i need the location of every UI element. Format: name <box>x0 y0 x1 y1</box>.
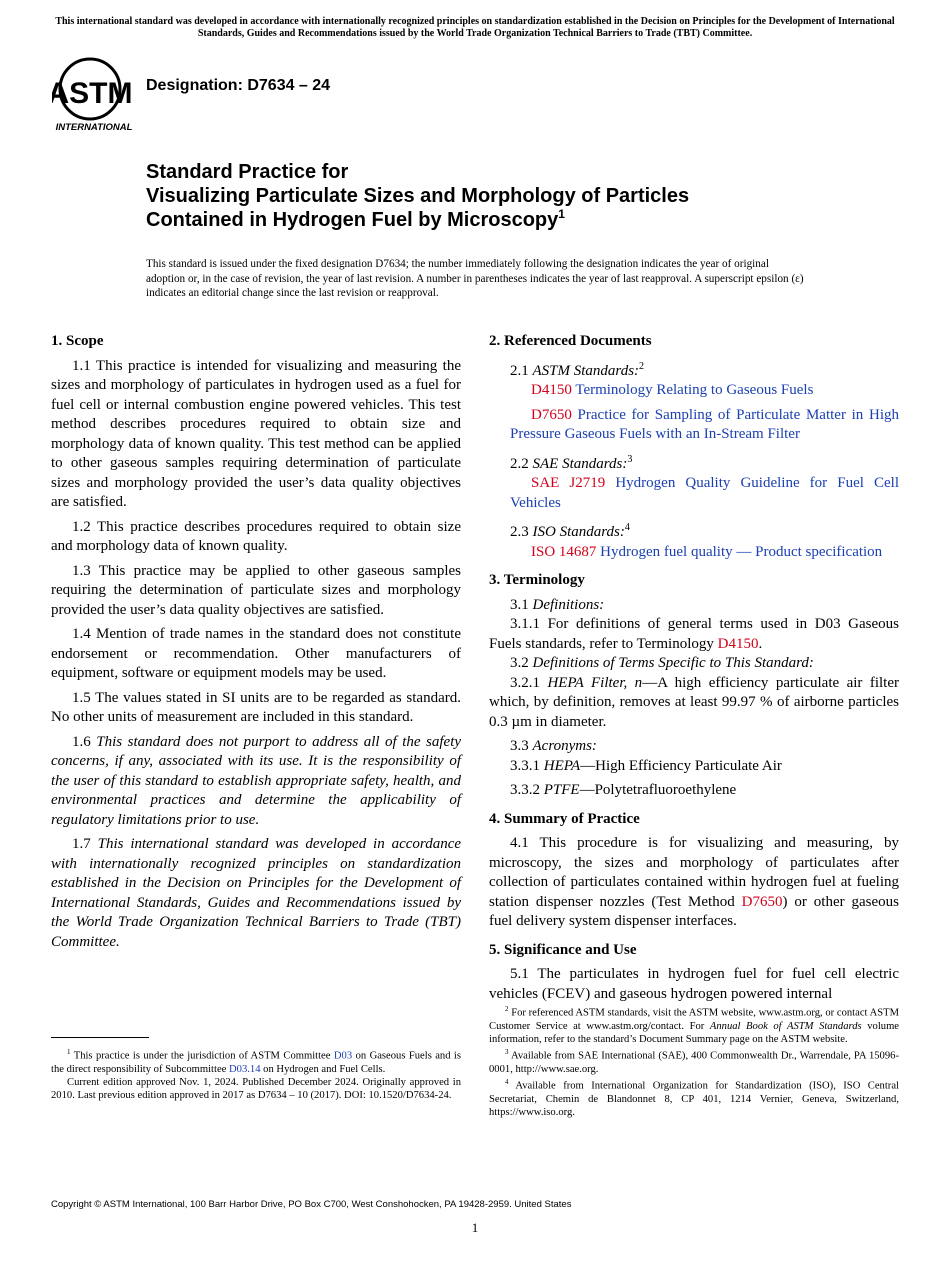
footnote-4-text: Available from International Organization for Standardization (ISO), ISO Central Secretariat, Chemin de Blandonnet 8, CP 401, 1214 Vernier, Geneva, Switzerland, https://www.iso.org. <box>489 1080 899 1119</box>
ref-d7650-code[interactable]: D7650 <box>531 406 572 423</box>
logo-subtext: INTERNATIONAL <box>55 122 133 133</box>
scope-1-6-text: This standard does not purport to address all of the safety concerns, if any, associated with its use. It is the responsibility of the user of this standard to establish appropriate safety, health, and environmental practices and determine the applicability of regulatory limitations prior to use. <box>51 733 462 828</box>
scope-1-3: 1.3 This practice may be applied to other gaseous samples requiring the determination of particulate sizes and morphology provided the user’s data quality objectives are satisfied. <box>51 562 461 618</box>
right-column <box>489 332 899 1009</box>
footnote-1-text-b: on Gaseous Fuels and is the direct responsibility of Subcommittee <box>51 1050 461 1075</box>
specific-definitions-label <box>489 654 899 674</box>
acronym-ptfe-def: —Polytetrafluoroethylene <box>579 782 737 798</box>
significance-heading: 5. Significance and Use <box>489 941 637 958</box>
definitions-num: 3.1 <box>510 596 529 613</box>
scope-1-5: 1.5 The values stated in SI units are to be regarded as standard. No other units of measurement are included in this standard. <box>51 689 461 725</box>
definition-3-1-1-end: . <box>758 635 763 652</box>
scope-1-6 <box>51 733 461 831</box>
iso-mark: 4 <box>624 522 630 533</box>
scope-1-1: 1.1 This practice is intended for visualizing and measuring the sizes and morphology of particulates in hydrogen used as a fuel for fuel cell or internal combustion engine powered vehicles. This test method describes procedures required to obtain size and morphology data of known quality. This test method can be applied to other gaseous samples requiring determination of particulate sizes and morphology provided the user’s data quality objectives are satisfied. <box>51 357 461 510</box>
summary-4-1-text-a: 4.1 This procedure is for visualizing and measuring, by microscopy, the sizes and morphology of particulates after collection of particulates contained within hydrogen fuel at fueling station dispenser nozzles (Test Method <box>489 835 899 910</box>
definition-3-1-1-text: 3.1.1 For definitions of general terms used in D03 Gaseous Fuels standards, refer to Terminology <box>489 616 899 652</box>
link-d4150[interactable]: D4150 <box>717 635 759 652</box>
scope-1-7-num: 1.7 <box>72 836 91 852</box>
hepa-filter-num: 3.2.1 <box>510 674 540 691</box>
acronym-ptfe <box>489 781 899 801</box>
astm-label: ASTM Standards: <box>532 362 640 379</box>
sae-num: 2.2 <box>510 455 529 472</box>
ref-iso-code[interactable]: ISO 14687 <box>531 543 597 560</box>
referenced-heading: 2. Referenced Documents <box>489 333 652 349</box>
iso-num: 2.3 <box>510 524 529 540</box>
footnote-2 <box>489 1003 899 1046</box>
scope-1-2: 1.2 This practice describes procedures required to obtain size and morphology data of known quality. <box>51 518 461 554</box>
top-notice: This international standard was developed in accordance with internationally recognized principles on standardization established in the Decision on Principles for the Development of International Standards, Guides and Recommendations issued by the World Trade Organization Technical Barriers to Trade (TBT) Committee. <box>55 16 895 39</box>
ref-sae-j2719[interactable] <box>489 474 899 513</box>
scope-heading: 1. Scope <box>51 333 104 349</box>
link-d03-14[interactable]: D03.14 <box>229 1063 261 1075</box>
acronyms-label <box>489 737 899 757</box>
footnote-1-text-c: on Hydrogen and Fuel Cells. <box>263 1063 386 1075</box>
scope-1-7 <box>51 835 461 952</box>
acronyms-label-text: Acronyms: <box>532 738 597 754</box>
scope-1-6-num: 1.6 <box>72 733 91 750</box>
acronym-ptfe-term: PTFE <box>543 782 580 798</box>
footnote-1-text-a: This practice is under the jurisdiction of ASTM Committee <box>73 1050 331 1062</box>
scope-1-4: 1.4 Mention of trade names in the standard does not constitute endorsement or recommendation. Other manufacturers of equipment, software or equipment models may be used. <box>51 626 461 681</box>
ref-d4150-title[interactable]: Terminology Relating to Gaseous Fuels <box>575 382 814 398</box>
acronym-ptfe-num: 3.3.2 <box>510 782 540 798</box>
title-line-3 <box>146 208 846 232</box>
designation: Designation: D7634 – 24 <box>146 77 331 94</box>
logo-text: ASTM <box>52 77 133 110</box>
definitions-label-text: Definitions: <box>532 596 605 613</box>
astm-num: 2.1 <box>510 362 529 379</box>
link-d7650[interactable]: D7650 <box>741 893 783 910</box>
astm-standards-label <box>489 357 899 382</box>
footnote-3-mark: 3 <box>505 1048 509 1057</box>
link-d03[interactable]: D03 <box>333 1050 353 1062</box>
ref-d7650-title[interactable]: Practice for Sampling of Particulate Matter in High Pressure Gaseous Fuels with an In-Stream Filter <box>510 406 899 442</box>
ref-d7650[interactable] <box>489 406 899 445</box>
ref-sae-title[interactable]: Hydrogen Quality Guideline for Fuel Cell Vehicles <box>510 475 899 511</box>
definitions-label <box>489 596 899 616</box>
definition-3-1-1 <box>489 615 899 654</box>
footnote-3 <box>489 1046 899 1076</box>
footnote-2-italic: Annual Book of ASTM Standards <box>709 1020 862 1032</box>
sae-standards-label <box>489 450 899 475</box>
footnote-4-mark: 4 <box>505 1078 509 1087</box>
footnote-2-mark: 2 <box>505 1005 509 1013</box>
specific-num: 3.2 <box>510 655 529 671</box>
footnote-1-mark: 1 <box>67 1048 71 1056</box>
ref-d4150-code[interactable]: D4150 <box>531 382 572 398</box>
summary-4-1-text-b: ) or other gaseous fuel delivery system dispenser interfaces. <box>489 893 899 929</box>
ref-d4150[interactable] <box>489 381 899 401</box>
footnote-2-text-a: For referenced ASTM standards, visit the ASTM website, www.astm.org, or contact ASTM Customer Service at www.astm.org/contact. For <box>489 1007 900 1032</box>
terminology-heading: 3. Terminology <box>489 572 585 588</box>
astm-logo <box>52 55 136 133</box>
significance-5-1: 5.1 The particulates in hydrogen fuel for fuel cell electric vehicles (FCEV) and gaseous hydrogen powered internal <box>489 966 899 1002</box>
footnote-1-edition: Current edition approved Nov. 1, 2024. Published December 2024. Originally approved in 2010. Last previous edition approved in 2017 as D7634 – 10 (2017). DOI: 10.1520/D7634-24. <box>51 1076 461 1102</box>
footnote-4 <box>489 1076 899 1119</box>
copyright: Copyright © ASTM International, 100 Barr Harbor Drive, PO Box C700, West Conshohocken, PA 19428-2959. United States <box>51 1199 572 1210</box>
document-title <box>146 160 846 232</box>
ref-iso-title[interactable]: Hydrogen fuel quality — Product specification <box>600 543 883 560</box>
right-footnotes <box>489 1003 899 1119</box>
title-footnote-mark: 1 <box>558 207 565 221</box>
astm-mark: 2 <box>639 360 645 372</box>
iso-standards-label <box>489 518 899 543</box>
specific-label-text: Definitions of Terms Specific to This Standard: <box>532 655 814 671</box>
iso-label: ISO Standards: <box>532 524 625 540</box>
title-line-2: Visualizing Particulate Sizes and Morphology of Particles <box>146 185 690 207</box>
definition-hepa-filter <box>489 674 899 733</box>
left-footnotes <box>51 1046 461 1102</box>
hepa-filter-term: HEPA Filter, n <box>547 674 643 691</box>
page-number: 1 <box>471 1220 479 1235</box>
left-column <box>51 332 461 957</box>
ref-iso-14687[interactable] <box>489 543 899 563</box>
sae-label: SAE Standards: <box>532 455 628 472</box>
acronym-hepa-num: 3.3.1 <box>510 757 540 774</box>
left-footnote-rule <box>51 1037 149 1038</box>
footnote-3-text: Available from SAE International (SAE), 400 Commonwealth Dr., Warrendale, PA 15096-0001, http://www.sae.org. <box>489 1050 899 1075</box>
acronym-hepa-def: —High Efficiency Particulate Air <box>580 757 782 774</box>
footnote-1 <box>51 1046 461 1076</box>
acronym-hepa <box>489 757 899 777</box>
ref-sae-code[interactable]: SAE J2719 <box>531 475 606 491</box>
footnote-2-text-b: volume information, refer to the standard’s Document Summary page on the ASTM website. <box>489 1020 900 1045</box>
sae-mark: 3 <box>627 453 633 465</box>
summary-heading: 4. Summary of Practice <box>489 810 640 827</box>
issued-statement: This standard is issued under the fixed designation D7634; the number immediately following the designation indicates the year of original adoption or, in the case of revision, the year of last revision. A number in parentheses indicates the year of last reapproval. A superscript epsilon (ε) indicates an editorial change since the last revision or reapproval. <box>146 258 804 299</box>
scope-1-7-text: This international standard was developed in accordance with internationally recognized principles on standardization established in the Decision on Principles for the Development of International Standards, Guides and Recommendations issued by the World Trade Organization Technical Barriers to Trade (TBT) Committee. <box>51 836 462 950</box>
title-line-3-text: Contained in Hydrogen Fuel by Microscopy <box>146 209 559 231</box>
acronyms-num: 3.3 <box>510 738 529 754</box>
acronym-hepa-term: HEPA <box>543 757 581 774</box>
title-line-1: Standard Practice for <box>146 161 349 183</box>
summary-4-1 <box>489 834 899 932</box>
hepa-filter-def: —A high efficiency particulate air filter which, by definition, removes at least 99.97 % of airborne particles 0.3 µm in diameter. <box>489 674 899 730</box>
